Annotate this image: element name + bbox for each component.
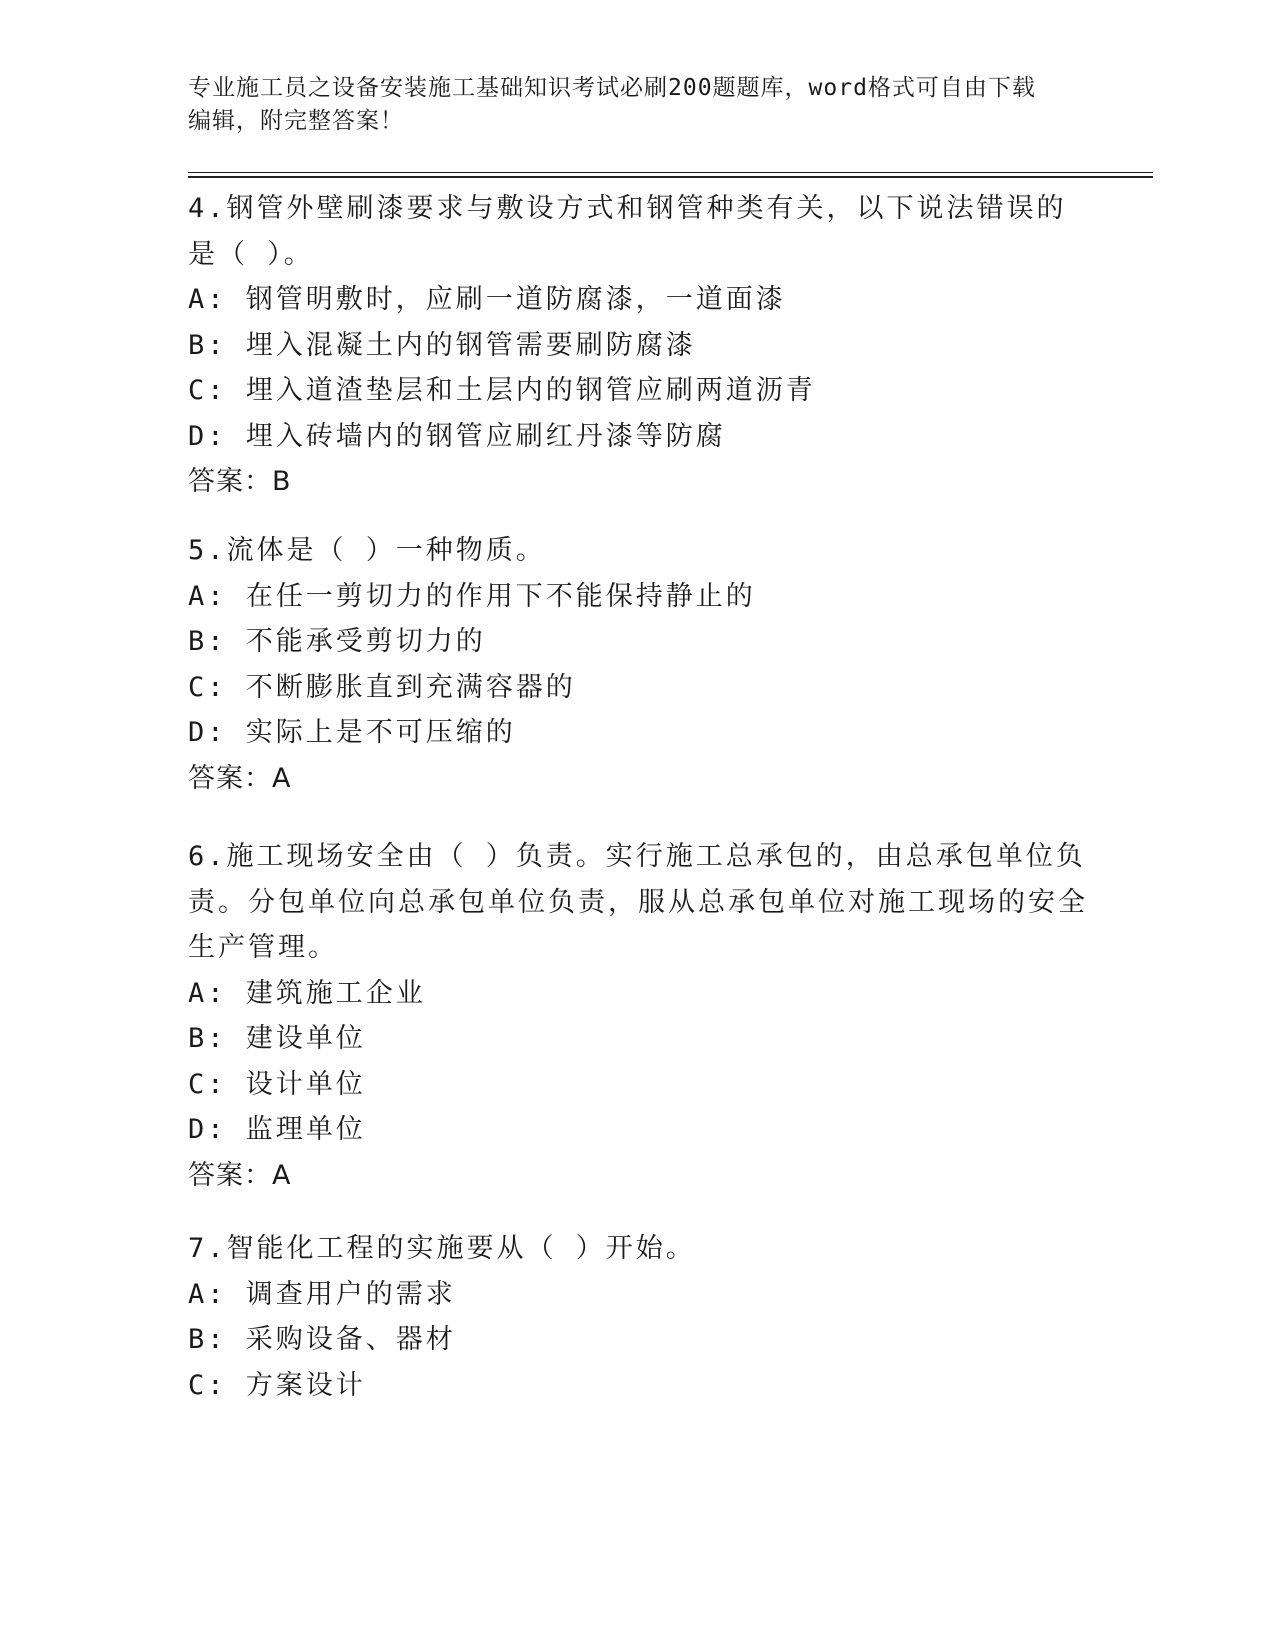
- option-a: A: 调查用户的需求: [188, 1278, 456, 1310]
- option-c: C: 设计单位: [188, 1068, 366, 1100]
- option-b: B: 不能承受剪切力的: [188, 626, 486, 657]
- option-a: A: 在任一剪切力的作用下不能保持静止的: [188, 580, 756, 612]
- question-stem: 4.钢管外壁刷漆要求与敷设方式和钢管种类有关，以下说法错误的是（ ）。: [188, 193, 1067, 270]
- option-b: B: 埋入混凝土内的钢管需要刷防腐漆: [188, 329, 696, 361]
- answer-line: 答案：A: [188, 762, 292, 794]
- question-7: [188, 1226, 1088, 1408]
- header-rule-thin: [188, 172, 1153, 173]
- question-5: [188, 528, 1088, 801]
- question-stem: 5.流体是（ ）一种物质。: [188, 535, 546, 566]
- header-rule-thick: [188, 176, 1153, 178]
- header-title-line-2: 编辑，附完整答案！: [188, 108, 404, 134]
- option-b: B: 采购设备、器材: [188, 1324, 456, 1355]
- option-b: B: 建设单位: [188, 1023, 366, 1054]
- question-stem: 7.智能化工程的实施要从（ ）开始。: [188, 1233, 696, 1264]
- option-a: A: 建筑施工企业: [188, 977, 426, 1009]
- option-c: C: 埋入道渣垫层和土层内的钢管应刷两道沥青: [188, 375, 816, 406]
- document-header: [188, 72, 1088, 138]
- question-6: [188, 834, 1088, 1198]
- question-stem: 6.施工现场安全由（ ）负责。实行施工总承包的，由总承包单位负责。分包单位向总承包单位负责，服从总承包单位对施工现场的安全生产管理。: [188, 841, 1088, 963]
- option-c: C: 不断膨胀直到充满容器的: [188, 671, 576, 703]
- header-title-line-1: 专业施工员之设备安装施工基础知识考试必刷200题题库，word格式可自由下载: [188, 75, 1036, 101]
- option-c: C: 方案设计: [188, 1369, 366, 1401]
- question-4: [188, 186, 1088, 505]
- answer-line: 答案：A: [188, 1159, 292, 1191]
- option-a: A: 钢管明敷时，应刷一道防腐漆，一道面漆: [188, 284, 786, 315]
- option-d: D: 实际上是不可压缩的: [188, 717, 516, 748]
- option-d: D: 监理单位: [188, 1114, 366, 1145]
- option-d: D: 埋入砖墙内的钢管应刷红丹漆等防腐: [188, 420, 726, 452]
- answer-line: 答案：B: [188, 466, 292, 497]
